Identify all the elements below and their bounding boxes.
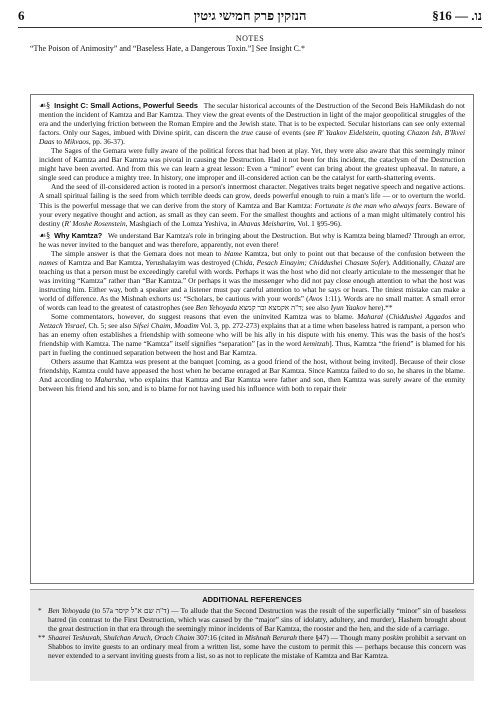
text-run: Shaarei Teshuvah, Shulchan Aruch, Orach Chaim (48, 633, 195, 643)
text-run: Mishnah Berurah (244, 633, 297, 643)
text-run: ]. Thus, Kamtza “the friend” is blamed for his part in fueling the continued separation between the host and Bar Kamtza. (39, 339, 465, 358)
header-rule (18, 27, 482, 28)
text-run: ) — To allude that the Second Destruction was the result of the superficially “minor” sin of baseless hatred (in contrast to the First Destruction, which was caused by the “major” sins of idolatry, adultery, and murder), Hashem brought about the great destruction in that era through the seemingly minor incidents of Bar Kamtza, the rooster and the hen, and the side of a carriage. (48, 606, 466, 634)
body-paragraph (39, 357, 465, 393)
reference-item (38, 606, 466, 633)
text-run: 1:11). Words are no small matter. A small error of words can lead to the greatest of catastrophes (see (39, 293, 465, 313)
footnote-marker: * (38, 606, 42, 616)
notes-title: NOTES (235, 34, 265, 43)
section-ornament-icon: ☙§ (39, 230, 51, 240)
text-run: Some commentators, however, do suggest reasons that even the uninvited Kamtza was to blame. (51, 312, 354, 322)
text-run: Mikvaos (63, 137, 89, 147)
text-run: blame (224, 248, 243, 258)
body-paragraph (39, 182, 465, 227)
section-ornament-icon: ☙§ (39, 101, 51, 110)
text-run: poskim (382, 633, 404, 643)
text-run: Ahavas Meisharim (238, 218, 294, 228)
text-run: Netzach Yisrael (39, 321, 85, 331)
text-run: prohibit a servant on Shabbos to invite guests to an ordinary meal from a written list, some have the custom to permit this — perhaps because this concern was never extended to a servant inviting guests from a list, so as not to replicate the mistake of Kamtza and Bar Kamtza. (48, 633, 466, 661)
reference-item (38, 633, 466, 660)
text-run: 307:16 (cited in (196, 633, 243, 643)
text-run: , quoting (378, 128, 405, 138)
text-run: ( (386, 312, 389, 322)
text-run: Iyun Yaakov (330, 303, 367, 313)
text-run: Chazon Ish, B'Ikvei Daas (39, 128, 466, 147)
text-run: The simple answer is that the Gemara does not mean to (51, 248, 222, 258)
insight-c-heading: Insight C: Small Actions, Powerful Seeds (54, 101, 198, 110)
text-run: of Kamtza and Bar Kamtza, Yerushalayim was destroyed ( (59, 257, 235, 267)
text-run: true (241, 128, 254, 138)
text-run: are teaching us that a person must be exceedingly careful with words. Perhaps it was the host who did not clearly articulate to the messenger that he was inviting “Kamtza” rather than “Bar Kamtza.” Or perhaps it was the messenger who did not pay close enough attention to what the host was instructing him. Either way, both a speaker and a listener must pay careful attention to what he says or hears. The tiniest mistake can make a world of difference. As the Mishnah exhorts us: “Scholars, be cautious with your words” ( (39, 257, 465, 303)
text-run: The secular historical accounts of the Destruction of the Second Beis HaMikdash do not mention the incident of Kamtza and Bar Kamtza. They view the great events of the Destruction in light of the major geopolitical struggles of the era and the underlying friction between the Roman Empire and the Jewish state. That is to be expected. Secular historians can see only external factors. Only our Sages, imbued with Divine spirit, can discern the (39, 101, 465, 138)
text-run: Chida, Pesach Einayim; Chiddushei Chasam Sofer (234, 257, 387, 267)
text-run: Fortunate is the man who always fears (314, 200, 431, 210)
text-run: R' Yaakov Eidelstein (317, 128, 379, 138)
text-run: Vol. 3, pp. 272-273) explains that at a time when baseless hatred is rampant, a person who has an enemy often establishes a friendship with someone who will be his ally in his dispute with his enemy. This was the basis of the host's friendship with Kamtza. The name “Kamtza” itself signifies “separation” [as in the word (39, 321, 465, 349)
text-run: Maharal (357, 312, 383, 322)
why-kamtza-paragraph (39, 231, 465, 249)
text-run: Kamtza, but only to point out that because of the confusion between the (244, 248, 465, 258)
text-run: Sifsei Chaim, Moadim (133, 321, 199, 331)
folio-reference: §16 — .נו (432, 8, 482, 23)
text-run: to (56, 137, 63, 147)
page-header (18, 6, 482, 28)
insight-c-paragraph (39, 101, 465, 146)
text-run: Chazal (433, 257, 454, 267)
text-run: names (39, 257, 58, 267)
body-paragraph: The Sages of the Gemara were fully aware of the political forces that had been at play. Yet, they were also aware that this seemingly minor incident of Kamtza and Bar Kamtza was pivotal in causing the Destruction. Had it not been for this incident, the cataclysm of the Destruction might have been averted. And from this we can learn a great lesson: Even a “minor” event can bring about the greatest upheaval. In nature, a single seed can produce a mighty tree. In history, one improper and ill-considered action can be the catalyst for earth-shattering events. (39, 146, 465, 183)
text-run: , Ch. 5; see also (84, 321, 132, 331)
text-run: and (454, 312, 465, 322)
text-run: was (134, 357, 147, 367)
text-run: Ben Yehoyada (195, 303, 238, 313)
running-title: הנזקין פרק חמישי גיטין (193, 8, 307, 23)
text-run: We understand Bar Kamtza's role in bringing about the Destruction. But why is Kamtza being blamed? Through an error, he was never invited to the banquet and was therefore, apparently, not even there! (39, 230, 465, 249)
text-run: (to 57a (92, 606, 113, 616)
text-run: , who explains that Kamtza and Bar Kamtza were father and son, then Kamtza was surely aware of the enmity between his friend and his son, and is to blame for not having used his influence with both to repair their (39, 375, 465, 394)
text-run: , Vol. 1 §95-96). (293, 218, 342, 228)
page-number: 6 (18, 8, 25, 23)
text-run: present at the banquet [coming, as a good friend of the host, without being invited]. Because of their close friendship, Kamtza could have appeased the host when he became enraged at Bar Kamtza. Since Kamtza failed to do so, he shares in the blame. And according to (39, 357, 465, 385)
insight-box (30, 94, 474, 584)
text-run: And the seed of ill-considered action is rooted in a person's innermost character. Negatives traits beget negative speech and negative actions. A small spiritual failing is the seed from which terrible deeds can grow, deeds powerful enough to ruin a man's life — or to overturn the world. This is the powerful message that we can derive from the story of Kamtza and Bar Kamtza: (39, 182, 465, 210)
body-paragraph (39, 249, 465, 312)
text-run: ). Additionally, (386, 257, 431, 267)
text-run: Maharsha (94, 375, 125, 385)
text-run: ; see also (301, 303, 329, 313)
text-run: here).** (368, 303, 393, 313)
references-title: ADDITIONAL REFERENCES (202, 595, 302, 604)
why-kamtza-heading: Why Kamtza? (54, 230, 103, 240)
text-run: Avos (308, 293, 323, 303)
text-run: , Mashgiach of the Lomza Yeshiva, in (125, 218, 237, 228)
text-run: . Beware of your every negative thought and action, as small as they can seem. For the smallest thoughts and actions of a man might ultimately control his destiny ( (39, 200, 465, 228)
text-run: there §47) — Though many (298, 633, 381, 643)
text-run: kemitzah (303, 339, 330, 349)
text-run: Others assume that Kamtza (51, 357, 133, 367)
text-run: cause of events (see (255, 128, 316, 138)
footnote-marker: ** (38, 633, 46, 643)
hebrew-text: ד"ה שם א"ל קיסר (115, 606, 167, 616)
body-paragraph (39, 312, 465, 357)
hebrew-text: ד"ה אקמצא ובר קמצא (239, 303, 302, 313)
text-run: Ben Yehoyada (48, 606, 90, 616)
text-run: Chiddushei Aggados (388, 312, 452, 322)
additional-references-box (30, 589, 474, 681)
text-run: , pp. 36-37). (88, 137, 125, 147)
text-run: R' Moshe Rosenstein (64, 218, 126, 228)
notes-line: “The Poison of Animosity” and “Baseless Hate, a Dangerous Toxin.”] See Insight C.* (30, 44, 306, 53)
